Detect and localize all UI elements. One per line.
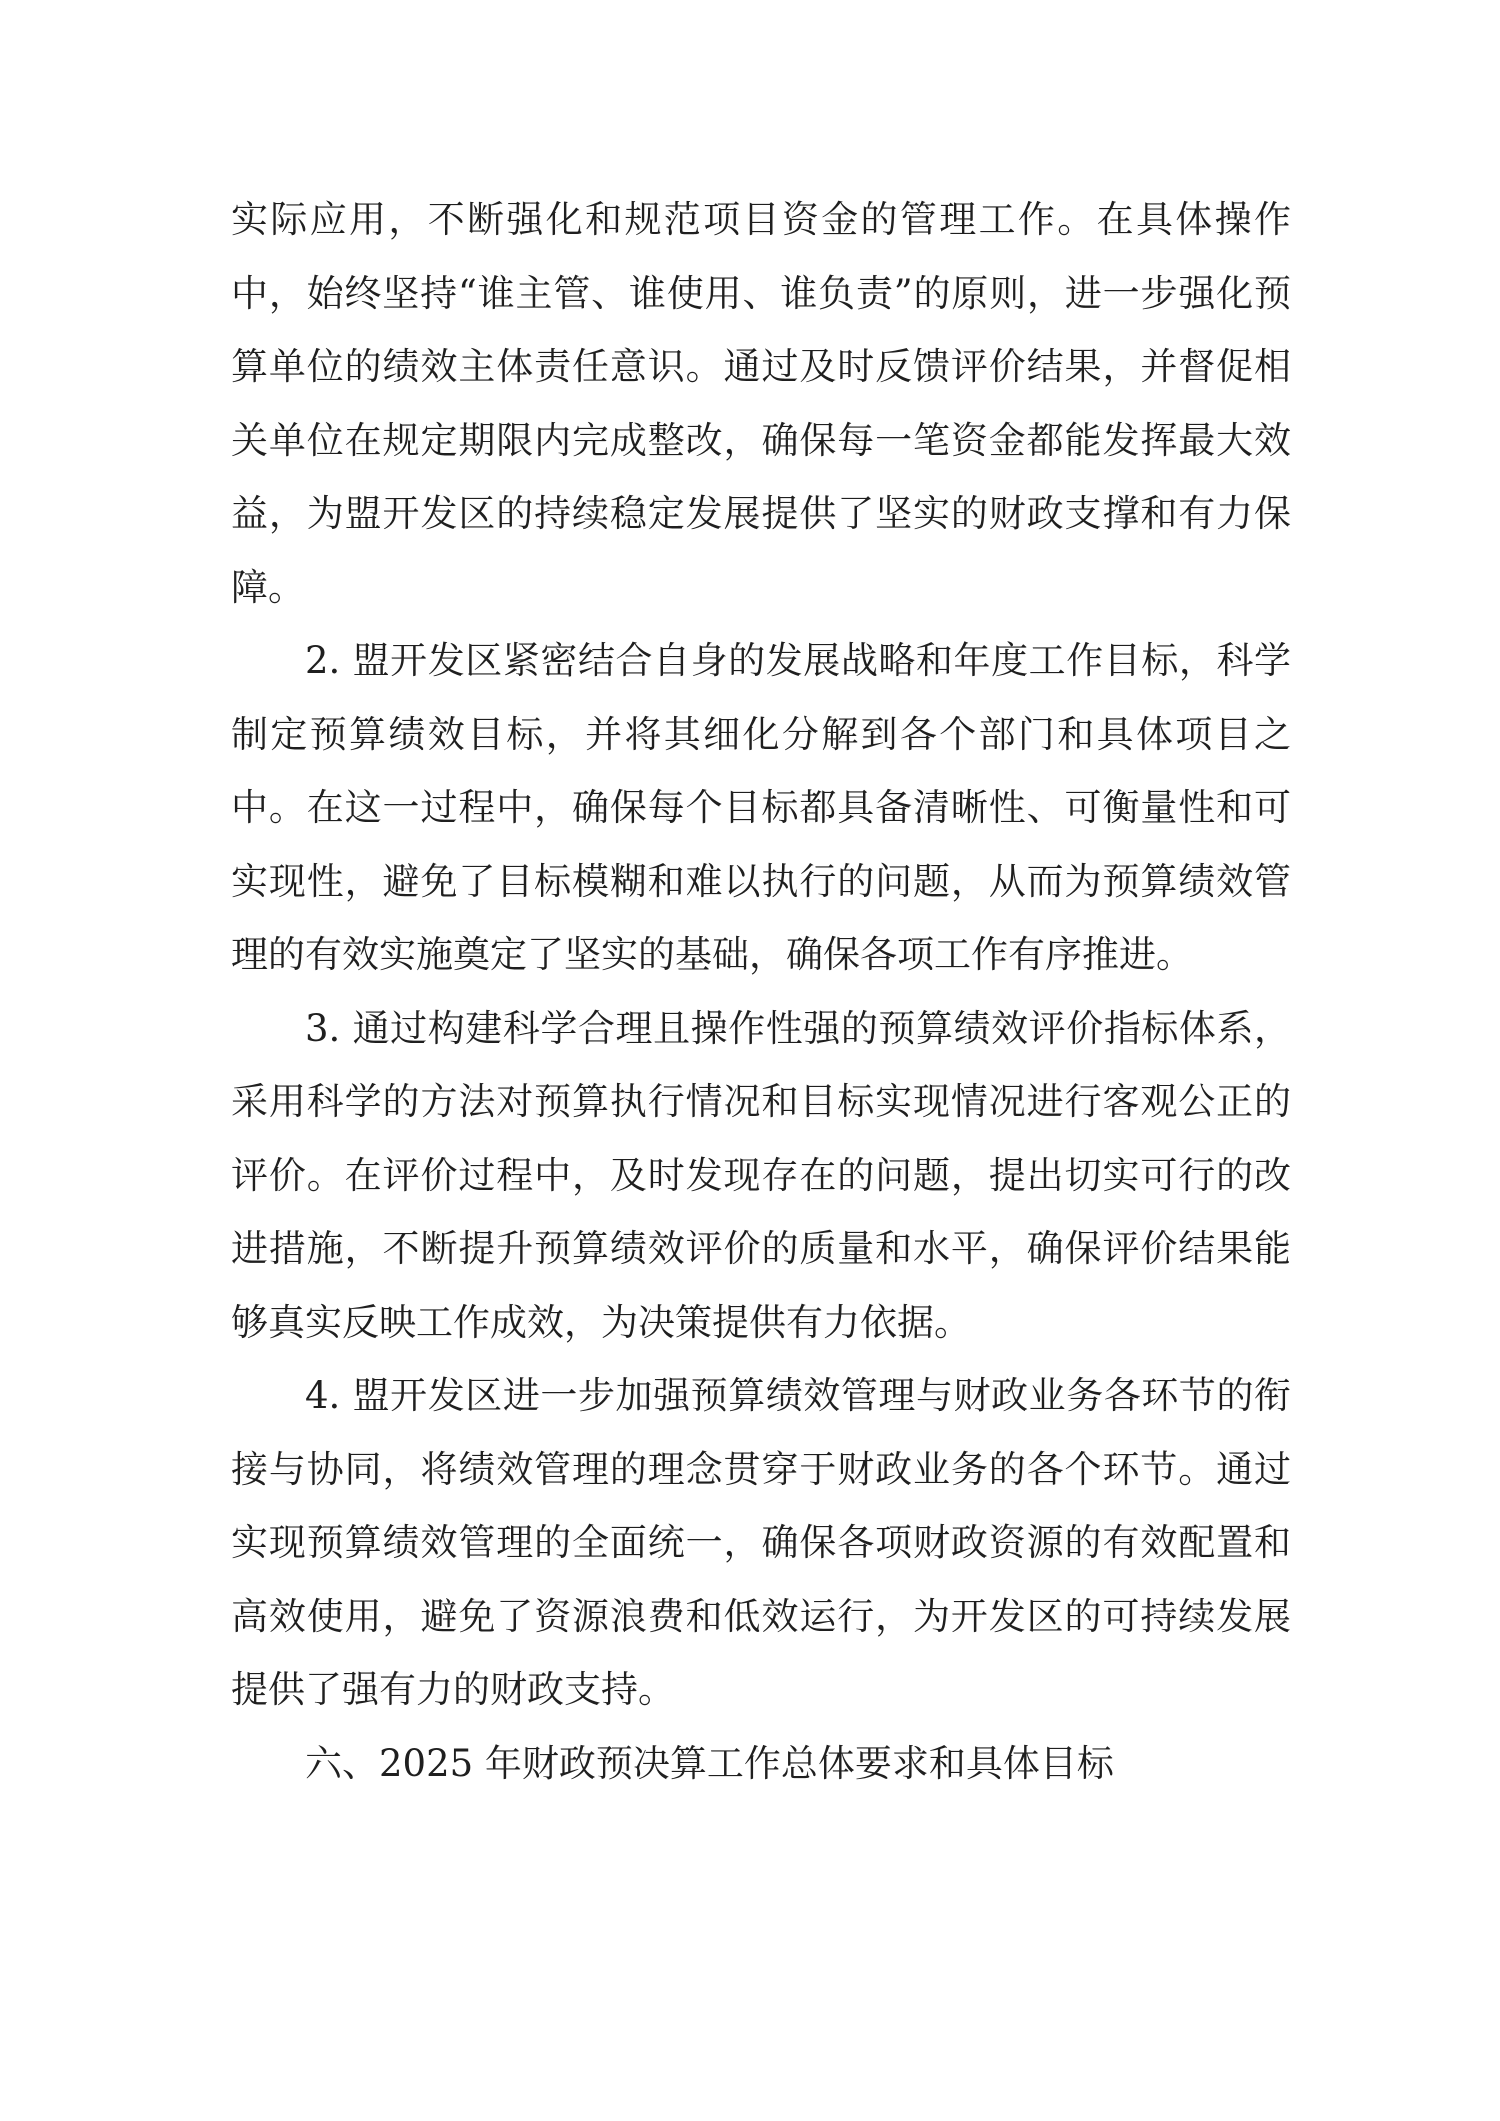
paragraph-item-2: 2. 盟开发区紧密结合自身的发展战略和年度工作目标，科学制定预算绩效目标，并将其细化分解到各个部门和具体项目之中。在这一过程中，确保每个目标都具备清晰性、可衡量性和可实现性，避免了目标模糊和难以执行的问题，从而为预算绩效管理的有效实施奠定了坚实的基础，确保各项工作有序推进。: [231, 639, 1291, 976]
document-body: [231, 183, 1291, 1800]
paragraph-item-3: 3. 通过构建科学合理且操作性强的预算绩效评价指标体系，采用科学的方法对预算执行情况和目标实现情况进行客观公正的评价。在评价过程中，及时发现存在的问题，提出切实可行的改进措施，不断提升预算绩效评价的质量和水平，确保评价结果能够真实反映工作成效，为决策提供有力依据。: [231, 1006, 1291, 1344]
paragraph-continuation: 实际应用，不断强化和规范项目资金的管理工作。在具体操作中，始终坚持“谁主管、谁使用、谁负责”的原则，进一步强化预算单位的绩效主体责任意识。通过及时反馈评价结果，并督促相关单位在规定期限内完成整改，确保每一笔资金都能发挥最大效益，为盟开发区的持续稳定发展提供了坚实的财政支撑和有力保障。: [231, 198, 1291, 609]
section-heading: 六、2025 年财政预决算工作总体要求和具体目标: [305, 1741, 1114, 1785]
paragraph-item-4: 4. 盟开发区进一步加强预算绩效管理与财政业务各环节的衔接与协同，将绩效管理的理念贯穿于财政业务的各个环节。通过实现预算绩效管理的全面统一，确保各项财政资源的有效配置和高效使用，避免了资源浪费和低效运行，为开发区的可持续发展提供了强有力的财政支持。: [231, 1374, 1291, 1711]
